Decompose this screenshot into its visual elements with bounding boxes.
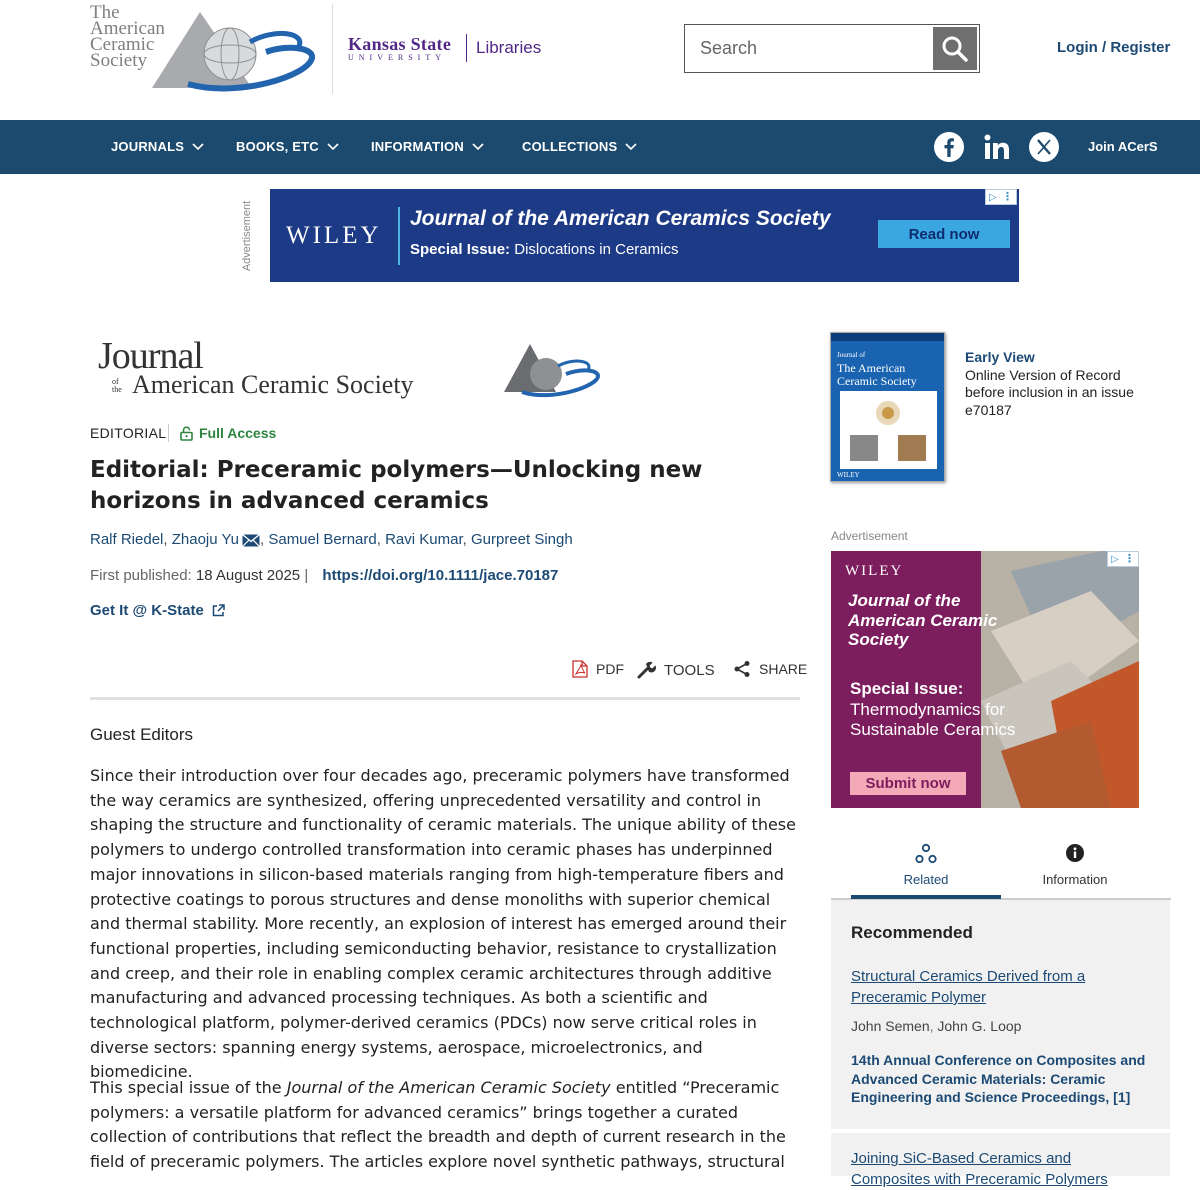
- first-published-label: First published:: [90, 567, 192, 584]
- access-badge: [180, 425, 276, 441]
- chevron-down-icon: [327, 143, 339, 151]
- ksu-university: UNIVERSITY: [348, 53, 446, 62]
- search-button[interactable]: [933, 27, 977, 70]
- ad-special-issue: [850, 679, 1025, 741]
- content-divider: [90, 697, 800, 700]
- cover-name-1: The American: [837, 361, 906, 375]
- doi-link[interactable]: https://doi.org/10.1111/jace.70187: [322, 567, 559, 584]
- journal-cover[interactable]: [830, 332, 945, 482]
- top-advertisement[interactable]: [270, 189, 1019, 282]
- early-view-link[interactable]: Early View: [965, 349, 1035, 365]
- share-button[interactable]: [733, 660, 807, 678]
- journal-logo-of: [112, 378, 122, 394]
- join-acers-link[interactable]: Join ACerS: [1088, 139, 1158, 154]
- recommended-item-link[interactable]: Joining SiC-Based Ceramics and Composites with Preceramic Polymers: [851, 1150, 1108, 1188]
- article-type: EDITORIAL: [90, 425, 167, 441]
- author-link[interactable]: Zhaoju Yu: [171, 531, 239, 548]
- active-tab-indicator: [851, 895, 1001, 899]
- ksu-libraries[interactable]: Libraries: [476, 38, 542, 57]
- cover-top-band: [831, 333, 944, 341]
- para2-end: entitled “Preceramic polymers: a versatile platform for advanced ceramics” brings together a curated collection of contributions that reflect the breadth and depth of current research in the field of preceramic polymers. The articles explore novel synthetic pathways, structural: [90, 1078, 786, 1172]
- journal-logo-word: Journal: [98, 335, 203, 377]
- tab-related[interactable]: [851, 840, 1001, 900]
- getit-kstate-link[interactable]: [90, 602, 225, 619]
- main-nav: [0, 120, 1200, 174]
- acers-logo-line: Society: [90, 50, 147, 71]
- ad-special-text: Dislocations in Ceramics: [510, 241, 679, 258]
- author-link[interactable]: Gurpreet Singh: [470, 531, 573, 548]
- recommended-panel: [831, 900, 1170, 1188]
- wiley-logo: WILEY: [286, 222, 382, 249]
- ad-special-prefix: Special Issue:: [850, 679, 964, 698]
- unlock-icon: [180, 426, 193, 441]
- ad-label: Advertisement: [831, 529, 908, 543]
- recommended-separator: [831, 1129, 1170, 1133]
- access-label: Full Access: [199, 425, 277, 441]
- journal-emblem-icon: [502, 342, 602, 400]
- ad-divider: [398, 207, 400, 265]
- journal-logo-name: American Ceramic Society: [132, 370, 414, 399]
- article-paragraph-1: Since their introduction over four decades ago, preceramic polymers have transformed the way ceramics are synthesized, offering unprecedented versatility and control in shaping the structure and functionality of ceramic materials. The unique ability of these polymers to undergo controlled transformation into ceramic phases has underpinned major innovations in silicon-based materials ranging from high-temperature fibers and protective coatings to porous structures and dense monoliths with superior chemical and thermal stability. More recently, an explosion of interest has emerged around their functional properties, including semiconducting behavior, resistance to crystallization and creep, and their role in enabling complex ceramic architectures through additive manufacturing and advanced processing techniques. As both a scientific and technological platform, polymer-derived ceramics (PDCs) now serve critical roles in diverse sectors: spanning energy systems, aerospace, microelectronics, and biomedicine.: [90, 766, 796, 1082]
- recommended-item-link[interactable]: Structural Ceramics Derived from a Preceramic Polymer: [851, 968, 1086, 1006]
- facebook-link[interactable]: [931, 129, 967, 165]
- pdf-icon: [572, 660, 588, 678]
- chevron-down-icon: [625, 143, 637, 151]
- wiley-logo: WILEY: [845, 563, 904, 579]
- ad-journal-title: Journal of the American Ceramics Society: [410, 207, 831, 230]
- nav-label: COLLECTIONS: [522, 139, 618, 154]
- nav-label: INFORMATION: [371, 139, 464, 154]
- search-box: [684, 24, 980, 73]
- pdf-button[interactable]: [572, 660, 624, 678]
- ksu-logo[interactable]: [348, 34, 451, 62]
- recommended-item-authors: John Semen, John G. Loop: [851, 1018, 1022, 1034]
- rec-author: John Semen: [851, 1018, 930, 1034]
- side-advertisement[interactable]: [831, 551, 1139, 808]
- acers-logo-line: The: [90, 2, 120, 23]
- pub-separator: |: [304, 567, 309, 584]
- chevron-down-icon: [472, 143, 484, 151]
- cover-small: Journal of: [837, 351, 866, 359]
- nav-books[interactable]: [236, 139, 339, 154]
- cover-name-2: Ceramic Society: [837, 374, 917, 388]
- ad-journal-title: Journal of the American Ceramic Society: [848, 591, 998, 649]
- ad-label-text: Advertisement: [241, 200, 254, 272]
- header-divider: [332, 4, 333, 94]
- article-paragraph-2: [90, 1076, 802, 1175]
- cover-publisher: WILEY: [837, 471, 860, 479]
- tab-label: Information: [1042, 872, 1108, 887]
- recommended-heading: Recommended: [851, 923, 973, 942]
- meta-divider: [168, 424, 169, 442]
- ksu-name: Kansas State: [348, 34, 452, 54]
- publication-info: [90, 567, 558, 584]
- para2-journal: Journal of the American Ceramic Society: [286, 1078, 611, 1097]
- tools-label: TOOLS: [664, 661, 715, 679]
- first-published-date: 18 August 2025: [195, 567, 301, 584]
- rec-author: John G. Loop: [937, 1018, 1022, 1034]
- tab-label: Related: [903, 872, 949, 887]
- article-title: Editorial: Preceramic polymers—Unlocking new horizons in advanced ceramics: [90, 457, 703, 514]
- wrench-icon: [636, 660, 656, 680]
- author-link[interactable]: Ralf Riedel: [90, 531, 164, 548]
- adchoices-icon[interactable]: ▷ ⋮: [1107, 551, 1139, 567]
- nav-collections[interactable]: [522, 139, 637, 154]
- nav-information[interactable]: [371, 139, 484, 154]
- share-icon: [733, 660, 751, 678]
- submit-now-button[interactable]: Submit now: [850, 772, 966, 795]
- site-header: [0, 0, 1200, 120]
- info-icon: [1063, 842, 1087, 866]
- cover-illustration-icon: [840, 391, 937, 469]
- author-link[interactable]: Samuel Bernard: [268, 531, 377, 548]
- facebook-icon: [933, 131, 965, 163]
- early-view-info: [965, 349, 1134, 419]
- search-input[interactable]: [685, 25, 933, 72]
- ksu-divider: [466, 34, 467, 62]
- journal-logo-of-2: the: [112, 385, 122, 394]
- login-register-link[interactable]: Login / Register: [1057, 39, 1171, 56]
- cover-title: [837, 347, 917, 388]
- para2-start: This special issue of the: [90, 1078, 287, 1097]
- share-label: SHARE: [759, 661, 808, 677]
- acers-globe-icon: [148, 6, 318, 96]
- journal-logo-of-1: of: [112, 377, 119, 386]
- nav-label: JOURNALS: [111, 139, 185, 154]
- article-id: e70187: [965, 401, 1012, 418]
- acers-logo[interactable]: [88, 2, 320, 96]
- related-icon: [914, 842, 938, 866]
- journal-logo[interactable]: [96, 335, 616, 406]
- ad-special-issue: [410, 241, 678, 258]
- read-now-button[interactable]: Read now: [878, 220, 1010, 248]
- author-link[interactable]: Ravi Kumar: [385, 531, 463, 548]
- chevron-down-icon: [192, 143, 204, 151]
- sidebar-tabs: [831, 840, 1171, 900]
- nav-journals[interactable]: [111, 139, 204, 154]
- acers-logo-line: Ceramic: [90, 34, 155, 55]
- recommended-item-link[interactable]: 14th Annual Conference on Composites and Advanced Ceramic Materials: Ceramic Engineering and Science Proceedings, [1]: [851, 1052, 1146, 1105]
- cover-image: [840, 391, 937, 469]
- search-icon: [941, 35, 969, 63]
- section-heading: Guest Editors: [90, 725, 193, 744]
- linkedin-link[interactable]: [979, 129, 1015, 165]
- linkedin-icon: [982, 132, 1012, 162]
- nav-label: BOOKS, ETC: [236, 139, 319, 154]
- ad-special-text: Thermodynamics for Sustainable Ceramics: [850, 699, 1016, 739]
- ad-special-prefix: Special Issue:: [410, 241, 511, 258]
- early-view-line: before inclusion in an issue: [965, 384, 1134, 400]
- pdf-label: PDF: [596, 661, 624, 677]
- early-view-line: Online Version of Record: [965, 366, 1121, 383]
- tools-button[interactable]: [636, 660, 715, 680]
- envelope-icon[interactable]: [242, 534, 260, 547]
- external-link-icon: [212, 604, 225, 617]
- x-icon: [1028, 131, 1060, 163]
- ad-label: [240, 196, 268, 280]
- tab-information[interactable]: [1000, 840, 1150, 900]
- author-list: Ralf Riedel, Zhaoju Yu , Samuel Bernard, Ravi Kumar, Gurpreet Singh: [90, 531, 573, 548]
- acers-logo-line: American: [90, 18, 165, 39]
- x-link[interactable]: [1026, 129, 1062, 165]
- adchoices-icon[interactable]: ▷ ⋮: [985, 189, 1017, 205]
- getit-label: Get It @ K-State: [90, 602, 204, 619]
